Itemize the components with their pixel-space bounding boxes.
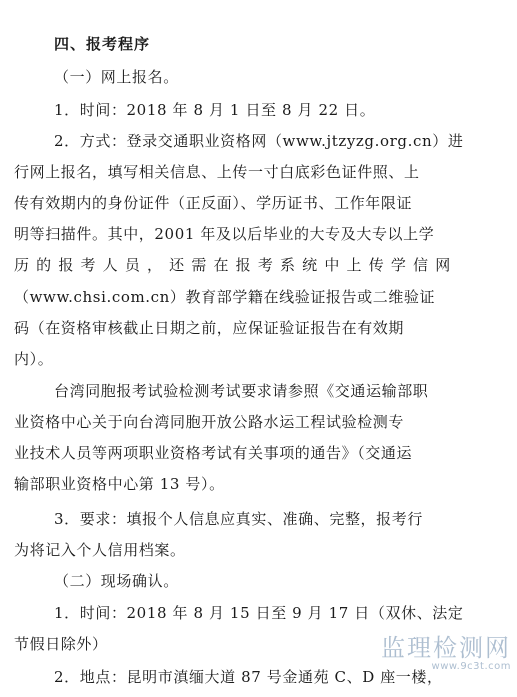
paragraph-line: 1．时间：2018 年 8 月 1 日至 8 月 22 日。 [54, 101, 376, 119]
paragraph-line: 1．时间：2018 年 8 月 15 日至 9 月 17 日（双休、法定 [54, 604, 464, 622]
paragraph-line: （www.chsi.com.cn）教育部学籍在线验证报告或二维验证 [14, 288, 436, 306]
paragraph-line: 明等扫描件。其中，2001 年及以后毕业的大专及大专以上学 [14, 225, 435, 243]
paragraph-line: 业技术人员等两项职业资格考试有关事项的通告》（交通运 [14, 444, 413, 462]
paragraph-line: 行网上报名，填写相关信息、上传一寸白底彩色证件照、上 [14, 163, 420, 181]
paragraph-line: 台湾同胞报考试验检测考试要求请参照《交通运输部职 [54, 382, 429, 400]
paragraph-line: 为将记入个人信用档案。 [14, 541, 186, 559]
paragraph-line: 业资格中心关于向台湾同胞开放公路水运工程试验检测专 [14, 413, 405, 431]
paragraph-line: 2．地点：昆明市滇缅大道 87 号金通苑 C、D 座一楼， [54, 668, 443, 686]
subsection-heading: （一）网上报名。 [54, 68, 179, 86]
paragraph-line: 码（在资格审核截止日期之前，应保证验证报告在有效期 [14, 319, 405, 337]
paragraph-line: 节假日除外） [14, 635, 108, 653]
watermark-title: 监理检测网 [381, 634, 511, 662]
watermark-url: www.9c3t.com [431, 661, 511, 672]
paragraph-line: 传有效期内的身份证件（正反面）、学历证书、工作年限证 [14, 194, 413, 212]
paragraph-line: 3．要求：填报个人信息应真实、准确、完整，报考行 [54, 510, 423, 528]
section-heading: 四、报考程序 [54, 35, 151, 53]
subsection-heading: （二）现场确认。 [54, 572, 179, 590]
paragraph-line: 内）。 [14, 350, 54, 368]
paragraph-line: 2．方式：登录交通职业资格网（www.jtzyzg.org.cn）进 [54, 132, 464, 150]
paragraph-line: 历 的 报 考 人 员 ， 还 需 在 报 考 系 统 中 上 传 学 信 网 [14, 256, 452, 274]
paragraph-line: 输部职业资格中心第 13 号）。 [14, 475, 225, 493]
